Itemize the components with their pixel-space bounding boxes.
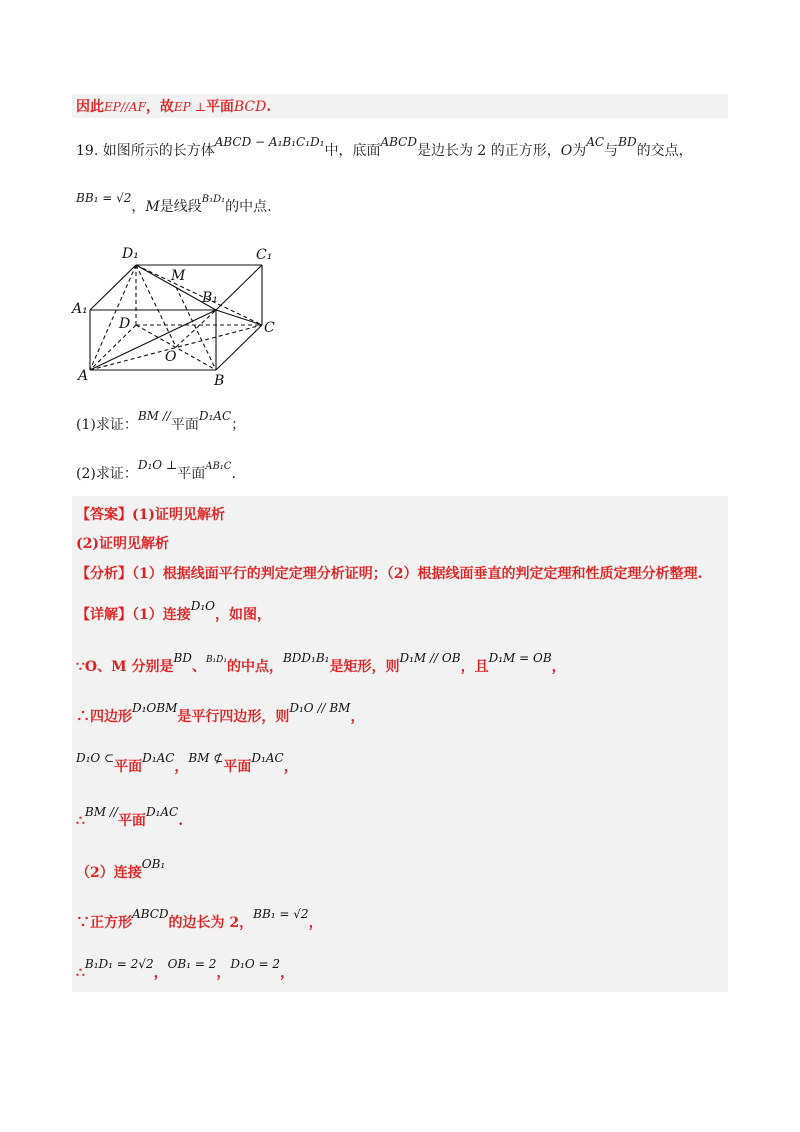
label-A: A — [78, 368, 89, 384]
math: D₁O ⊂ — [76, 751, 115, 765]
text: 的中点， — [226, 659, 283, 675]
text: ，故 — [145, 99, 174, 115]
label-C1: C₁ — [256, 247, 273, 263]
math: D₁O ⊥ — [137, 458, 178, 472]
text: ， — [216, 965, 231, 981]
text: (2)求证： — [76, 466, 138, 482]
math: B₁D₁ — [201, 194, 226, 205]
math: D₁AC — [142, 751, 175, 765]
text: 因此 — [76, 99, 104, 115]
segment-D1O — [136, 265, 176, 347]
text: 平面 — [177, 466, 206, 482]
text: ∵正方形 — [76, 915, 132, 931]
text: 是平行四边形，则 — [177, 709, 290, 725]
text: ； — [231, 417, 246, 433]
detail-line-7 — [76, 907, 323, 932]
text: ∴四边形 — [76, 709, 132, 725]
text: 平面 — [117, 813, 146, 829]
text: 、 — [191, 659, 206, 675]
math: AC — [586, 135, 605, 149]
text: ， — [283, 759, 298, 775]
math: BB₁ = √2 — [76, 191, 132, 205]
math: D₁M = OB — [488, 651, 552, 665]
question-line-2 — [76, 191, 272, 218]
math: ABCD − A₁B₁C₁D₁ — [214, 135, 325, 149]
answer-line-2 — [76, 535, 169, 553]
text: 平面 — [170, 417, 199, 433]
label-M: M — [171, 268, 186, 284]
segment-D1C — [136, 265, 262, 325]
text: 的交点， — [636, 143, 693, 159]
text: ，如图， — [215, 607, 272, 623]
math: D₁AC — [251, 751, 284, 765]
label-B1: B₁ — [202, 290, 218, 306]
text: ， — [131, 199, 146, 215]
math: BM // — [137, 409, 171, 423]
text: ， — [350, 709, 365, 725]
math: BD — [618, 135, 637, 149]
text: ∴ — [76, 965, 85, 981]
math: BDD₁B₁ — [282, 651, 330, 665]
text: 平面 — [223, 759, 252, 775]
text: 与 — [604, 143, 619, 159]
detail-tag: 【详解】 — [76, 607, 132, 623]
text: ， — [174, 759, 189, 775]
cuboid-figure — [70, 240, 290, 390]
text: ， — [153, 965, 168, 981]
analysis-tag: 【分析】 — [76, 566, 132, 582]
part-1-prompt — [76, 409, 246, 434]
math: O — [560, 143, 573, 159]
label-D: D — [119, 316, 131, 332]
edge-B1C1 — [216, 265, 262, 310]
text: 如图所示的长方体 — [102, 143, 215, 159]
text: （2）连接 — [76, 865, 142, 881]
answer-tag: 【答案】 — [76, 507, 132, 523]
label-O: O — [165, 349, 177, 365]
text: （1）连接 — [132, 607, 191, 623]
text: ∵O、M 分别是 — [76, 659, 174, 675]
text: ， — [308, 915, 323, 931]
detail-line-8 — [76, 957, 294, 982]
prev-conclusion-line — [76, 98, 271, 116]
math: D₁AC — [145, 805, 179, 819]
math: B₁D₁ = 2√2 — [84, 957, 154, 971]
text: . — [266, 99, 272, 115]
detail-line-6 — [76, 857, 166, 882]
math: BD — [173, 651, 192, 665]
math: D₁O = 2 — [230, 957, 280, 971]
math: D₁O // BM — [289, 701, 351, 715]
text: . — [231, 466, 236, 482]
text: (1)证明见解析 — [132, 507, 225, 523]
math: D₁AC — [198, 409, 232, 423]
label-C: C — [264, 320, 275, 336]
text: 的中点. — [225, 199, 272, 215]
text: 是边长为 2 的正方形， — [416, 143, 561, 159]
detail-line-4 — [76, 751, 298, 776]
question-number: 19. — [76, 143, 99, 159]
text: ∴ — [76, 813, 85, 829]
text: 平面 — [205, 99, 234, 115]
segment-B1C — [216, 310, 262, 325]
text: (2)证明见解析 — [76, 536, 169, 552]
math: EP//AF — [104, 100, 146, 114]
math: BM ⊄ — [188, 751, 224, 765]
detail-line-2 — [76, 651, 566, 678]
edge-A1D1 — [90, 265, 136, 310]
math: AB₁C — [205, 461, 232, 472]
detail-line-3 — [76, 701, 365, 726]
math: OB₁ = 2 — [167, 957, 217, 971]
math: D₁OBM — [132, 701, 178, 715]
text: (1)求证： — [76, 417, 138, 433]
text: ， — [551, 659, 566, 675]
math: BB₁ = √2 — [253, 907, 309, 921]
segment-AB1 — [90, 310, 216, 370]
text: ，且 — [460, 659, 489, 675]
part-2-prompt — [76, 458, 236, 485]
detail-line-5 — [76, 805, 184, 830]
math: BCD — [233, 99, 267, 115]
text: 是矩形，则 — [329, 659, 400, 675]
text: 中，底面 — [324, 143, 381, 159]
text: （1）根据线面平行的判定定理分析证明；（2）根据线面垂直的判定定理和性质定理分析整理. — [132, 566, 703, 582]
answer-line-1 — [76, 506, 225, 524]
detail-line-1 — [76, 599, 272, 624]
analysis-line — [76, 565, 702, 583]
label-A1: A₁ — [72, 301, 88, 317]
label-B: B — [214, 373, 225, 389]
text: ， — [279, 965, 294, 981]
text: 为 — [572, 143, 587, 159]
edge-BC — [216, 325, 262, 370]
text: . — [178, 813, 184, 829]
math: D₁O — [190, 599, 216, 613]
label-D1: D₁ — [122, 246, 139, 262]
math: EP ⊥ — [173, 100, 206, 114]
math: M — [145, 199, 160, 215]
math: D₁M // OB — [399, 651, 461, 665]
math: B₁D₁ — [205, 655, 227, 665]
math: OB₁ — [141, 857, 166, 871]
math: BM // — [84, 805, 118, 819]
math: ABCD — [132, 907, 169, 921]
math: ABCD — [380, 135, 417, 149]
question-line-1 — [76, 135, 693, 160]
text: 平面 — [114, 759, 143, 775]
segment-OB1 — [176, 310, 216, 347]
text: 的边长为 2， — [168, 915, 254, 931]
text: 是线段 — [159, 199, 202, 215]
